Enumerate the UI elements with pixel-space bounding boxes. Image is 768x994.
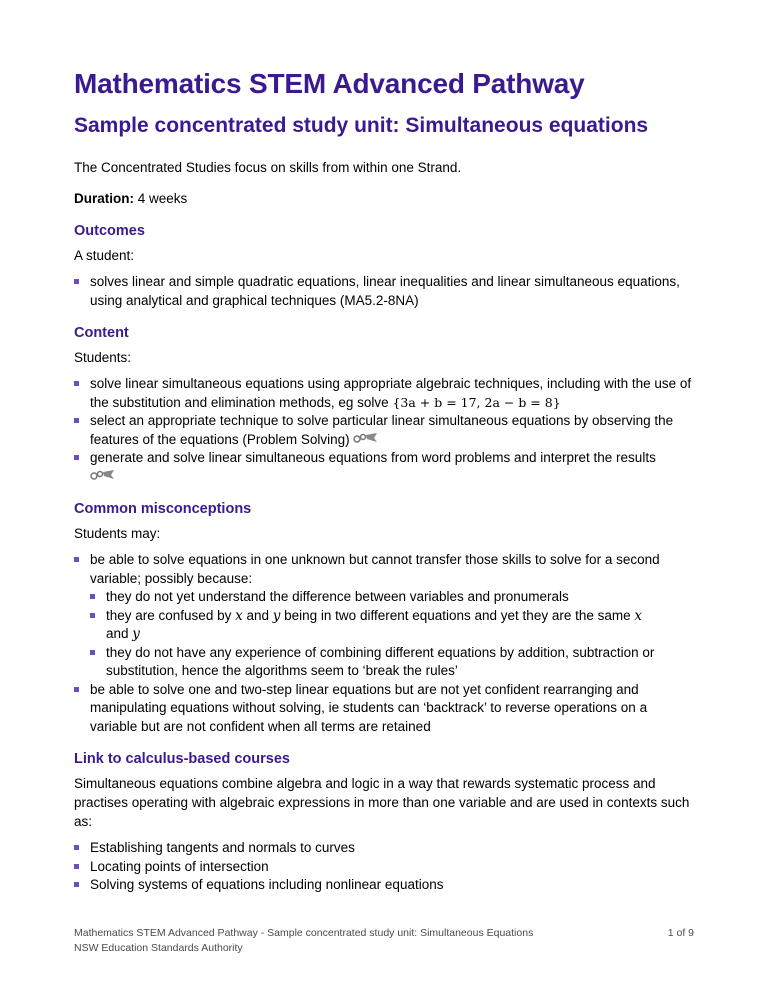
page-number: 1 of 9	[667, 927, 694, 939]
footer-org: NSW Education Standards Authority	[74, 942, 243, 954]
calculus-list	[74, 839, 694, 895]
problem-solving-icon	[90, 468, 116, 487]
intro-text: The Concentrated Studies focus on skills from within one Strand.	[74, 160, 462, 175]
content-item-text: select an appropriate technique to solve particular linear simultaneous equations by observing the features of the equations (Problem Solving)	[90, 413, 674, 447]
misconceptions-heading: Common misconceptions	[74, 501, 252, 518]
outcomes-lead: A student:	[74, 248, 135, 263]
variable-y: y	[272, 607, 281, 624]
list-item: they do not yet understand the difference between variables and pronumerals	[90, 588, 694, 607]
content-heading: Content	[74, 325, 129, 341]
document-page	[74, 66, 694, 895]
list-item: Solving systems of equations including nonlinear equations	[74, 876, 694, 895]
list-item	[74, 449, 694, 486]
text-fragment: being in two different equations and yet they are the same	[280, 607, 635, 623]
duration-value: 4 weeks	[134, 191, 188, 206]
content-item-text: solve linear simultaneous equations using appropriate algebraic techniques, including with the use of the substitution and elimination methods, eg solve	[90, 376, 692, 410]
equation-example: {3a + b = 17, 2a − b = 8}	[392, 394, 561, 410]
page-footer	[74, 926, 694, 956]
variable-y: y	[132, 626, 140, 643]
list-item	[74, 412, 694, 449]
content-list	[74, 375, 694, 486]
outcomes-list	[74, 273, 694, 310]
content-item-text: generate and solve linear simultaneous equations from word problems and interpret the results	[90, 450, 656, 466]
duration-label: Duration:	[74, 191, 134, 206]
variable-x: x	[235, 607, 243, 624]
list-item: Locating points of intersection	[74, 858, 694, 877]
problem-solving-icon	[353, 431, 379, 450]
misconceptions-lead: Students may:	[74, 526, 161, 542]
outcomes-heading: Outcomes	[74, 223, 145, 239]
list-item	[74, 375, 694, 412]
misconceptions-sublist	[90, 588, 694, 681]
variable-x: x	[634, 607, 642, 624]
calculus-lead: Simultaneous equations combine algebra and logic in a way that rewards systematic process and practises operating with algebraic expressions in more than one variable and are used in contexts such as:	[74, 776, 690, 830]
calculus-heading: Link to calculus-based courses	[74, 751, 290, 768]
text-fragment: they are confused by	[106, 607, 236, 623]
duration	[74, 189, 694, 208]
page-subtitle: Sample concentrated study unit: Simultaneous equations	[74, 114, 649, 137]
text-fragment: and	[242, 607, 273, 623]
content-lead: Students:	[74, 350, 132, 365]
list-item: they do not have any experience of combining different equations by addition, subtraction or substitution, hence the algorithms seem to ‘break the rules’	[90, 644, 694, 681]
list-item: be able to solve one and two-step linear equations but are not yet confident rearranging and manipulating equations without solving, ie students can ‘backtrack’ to reverse operations on a variable but are not confident when all terms are retained	[74, 681, 694, 737]
footer-title: Mathematics STEM Advanced Pathway - Sample concentrated study unit: Simultaneous Equations	[74, 927, 534, 939]
text-fragment: and	[106, 626, 133, 642]
list-item	[90, 607, 694, 644]
page-title: Mathematics STEM Advanced Pathway	[74, 68, 585, 99]
misconceptions-list	[74, 551, 694, 736]
list-item: solves linear and simple quadratic equations, linear inequalities and linear simultaneous equations, using analytical and graphical techniques (MA5.2-8NA)	[74, 273, 694, 310]
misconception-text: be able to solve equations in one unknown but cannot transfer those skills to solve for a second variable; possibly because:	[90, 552, 660, 586]
list-item	[74, 551, 694, 681]
list-item: Establishing tangents and normals to curves	[74, 839, 694, 858]
